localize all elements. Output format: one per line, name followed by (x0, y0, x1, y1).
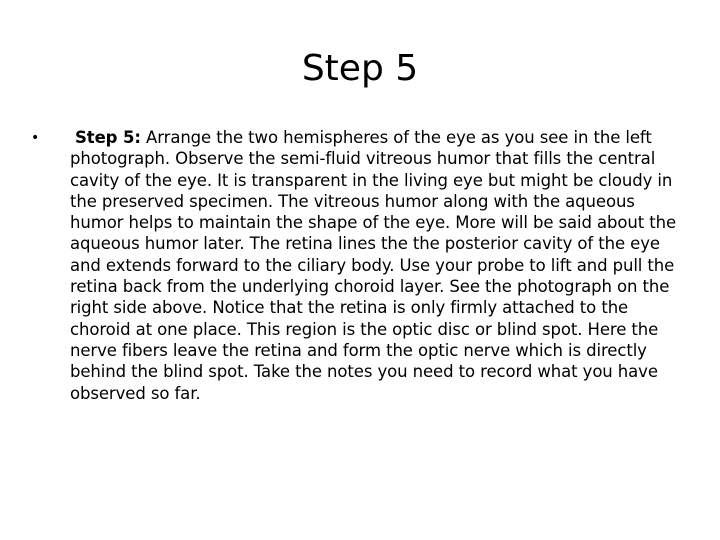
bullet-marker: • (31, 130, 40, 146)
step-description: Arrange the two hemispheres of the eye as you see in the left photograph. Observe the semi-fluid vitreous humor that fills the central cavity of the eye. It is transparent in the living eye but might be cloudy in the preserved specimen. The vitreous humor along with the aqueous humor helps to maintain the shape of the eye. More will be said about the aqueous humor later. The retina lines the the posterior cavity of the eye and extends forward to the ciliary body. Use your probe to lift and pull the retina back from the underlying choroid layer. See the photograph on the right side above. Notice that the retina is only firmly attached to the choroid at one place. This region is the optic disc or blind spot. Here the nerve fibers leave the retina and form the optic nerve which is directly behind the blind spot. Take the notes you need to record what you have observed so far. (70, 128, 677, 403)
slide-title: Step 5 (301, 48, 419, 89)
bullet-paragraph (70, 127, 682, 404)
step-label: Step 5: (75, 128, 141, 147)
